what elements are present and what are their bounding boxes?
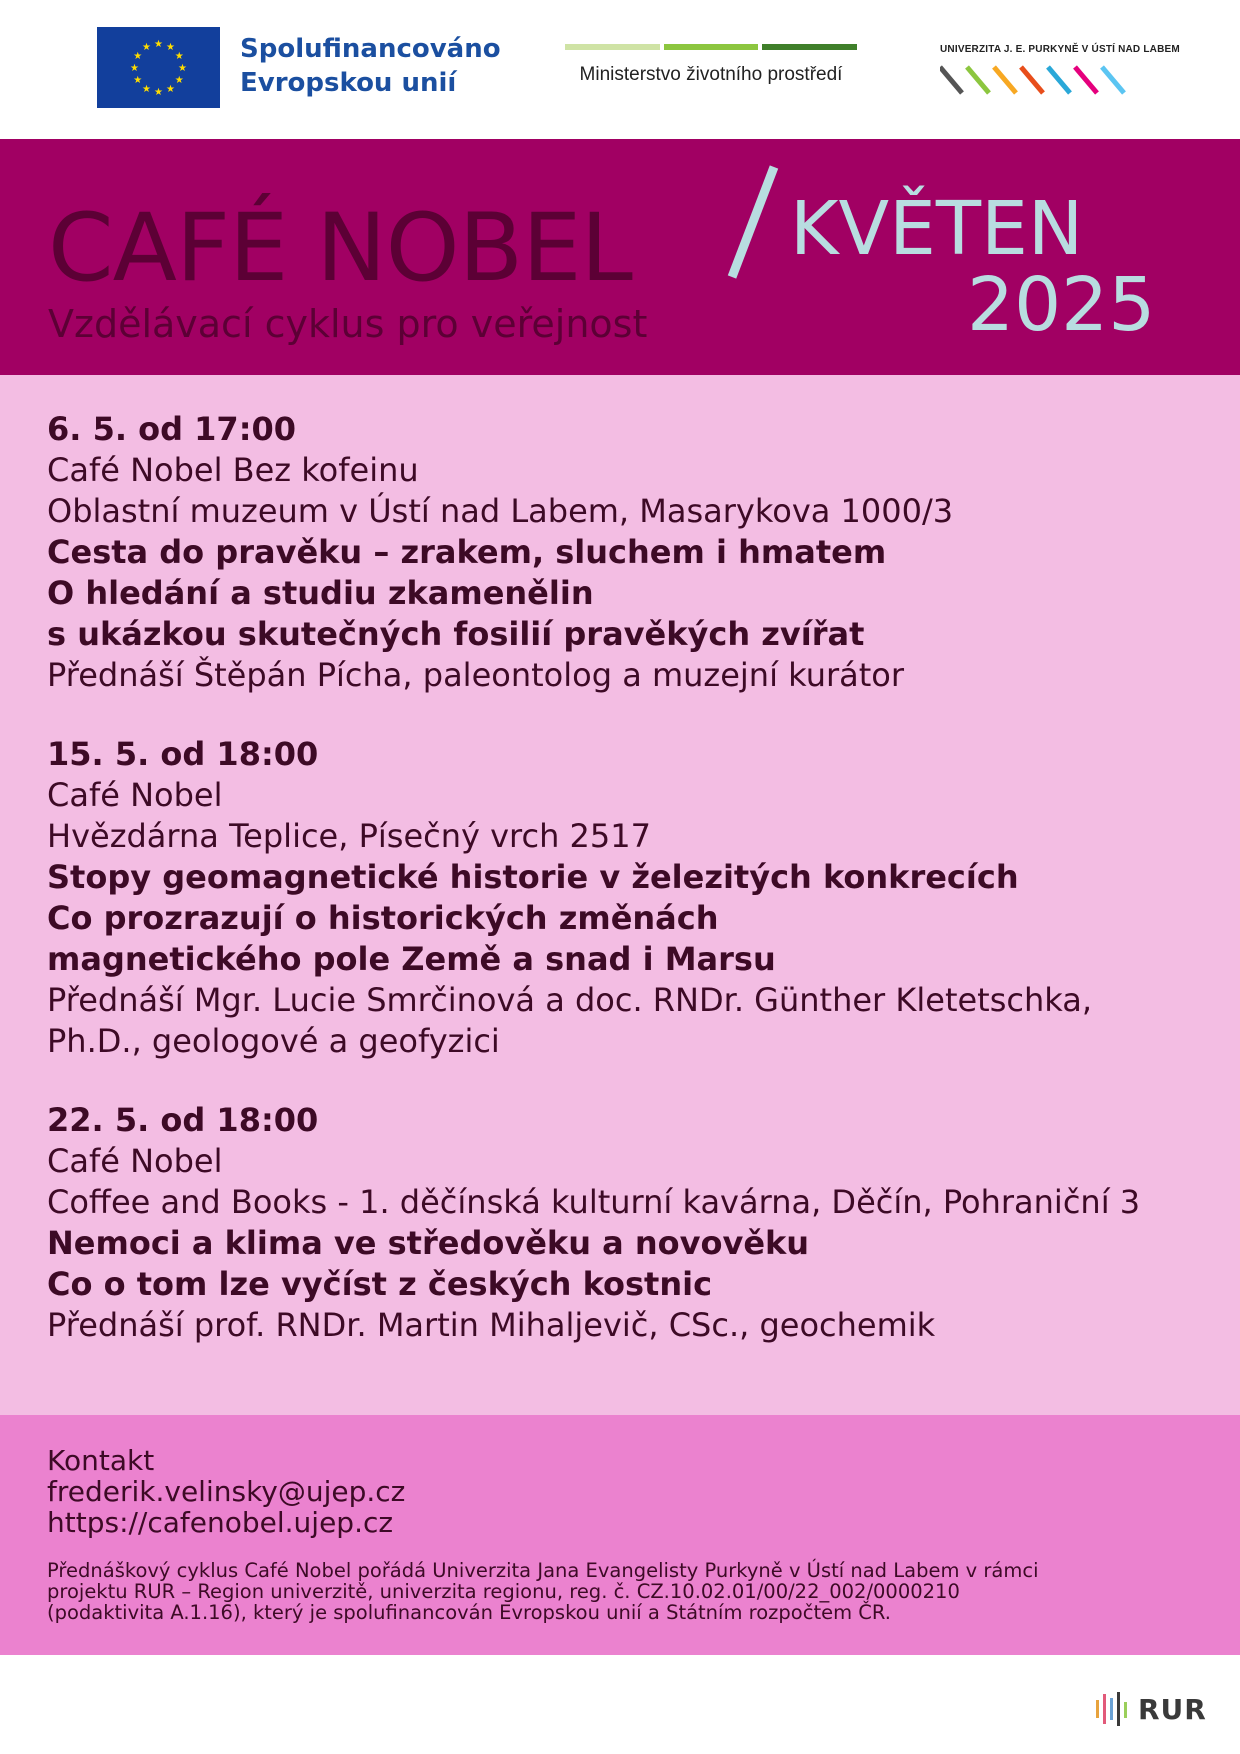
ministry-bars-icon	[565, 44, 857, 50]
event-date: 22. 5. od 18:00	[47, 1101, 319, 1139]
university-stripe	[994, 67, 1016, 93]
event-series: Café Nobel	[47, 776, 223, 814]
eu-flag-icon	[97, 27, 220, 108]
eu-star-icon: ★	[133, 75, 143, 86]
event-date: 15. 5. od 18:00	[47, 735, 319, 773]
logo-strip	[0, 0, 1240, 139]
event-series: Café Nobel	[47, 1142, 223, 1180]
university-stripe	[940, 67, 962, 93]
header-band	[0, 139, 1240, 375]
university-stripe	[1102, 67, 1124, 93]
event-date: 6. 5. od 17:00	[47, 410, 297, 448]
slash-icon	[722, 161, 782, 281]
eu-star-icon: ★	[154, 87, 163, 98]
events-list	[47, 409, 1227, 1384]
university-stripes-icon	[940, 63, 1150, 97]
university-name: UNIVERZITA J. E. PURKYNĚ V ÚSTÍ NAD LABEM	[940, 44, 1180, 55]
event-venue: Oblastní muzeum v Ústí nad Labem, Masarykova 1000/3	[47, 492, 954, 530]
eu-label-line: Spolufinancováno	[240, 34, 501, 64]
university-stripe	[1021, 67, 1043, 93]
eu-star-icon: ★	[166, 42, 175, 54]
month-label: KVĚTEN	[790, 186, 1084, 272]
funding-notice-line: Přednáškový cyklus Café Nobel pořádá Univerzita Jana Evangelisty Purkyně v Ústí nad Labem v rámci	[47, 1559, 1039, 1582]
event-venue: Coffee and Books - 1. děčínská kulturní kavárna, Děčín, Pohraniční 3	[47, 1183, 1141, 1221]
eu-star-icon: ★	[142, 42, 151, 54]
ministry-bar	[762, 44, 857, 50]
eu-cofinancing-label	[240, 32, 501, 100]
event-title-line: Nemoci a klima ve středověku a novověku	[47, 1224, 810, 1262]
ministry-bar	[565, 44, 660, 50]
university-stripe	[1075, 67, 1097, 93]
event-title-line: magnetického pole Země a snad i Marsu	[47, 940, 776, 978]
contact-block	[47, 1445, 405, 1538]
events-section	[0, 375, 1240, 1415]
event-block	[47, 734, 1227, 1062]
footer-section	[0, 1415, 1240, 1655]
eu-star-icon: ★	[166, 83, 175, 95]
funding-notice-line: (podaktivita A.1.16), který je spolufinancován Evropskou unií a Státním rozpočtem ČR.	[47, 1601, 891, 1624]
eu-star-icon: ★	[130, 63, 139, 74]
eu-star-icon: ★	[174, 75, 184, 86]
funding-notice-line: projektu RUR – Region univerzitě, univerzita regionu, reg. č. CZ.10.02.01/00/22_002/0000210	[47, 1580, 960, 1603]
university-logo	[940, 44, 1180, 97]
event-speaker-line: Přednáší Mgr. Lucie Smrčinová a doc. RNDr. Günther Kletetschka,	[47, 981, 1093, 1019]
ministry-bar	[664, 44, 759, 50]
eu-star-icon: ★	[178, 63, 187, 74]
ministry-name: Ministerstvo životního prostředí	[579, 64, 843, 85]
eu-star-icon: ★	[174, 51, 184, 62]
event-speaker-line: Přednáší Štěpán Pícha, paleontolog a muzejní kurátor	[47, 656, 905, 694]
contact-email-link[interactable]: frederik.velinsky@ujep.cz	[47, 1475, 406, 1508]
eu-star-icon: ★	[133, 51, 143, 62]
rur-logo	[1094, 1690, 1207, 1728]
event-title-line: s ukázkou skutečných fosilií pravěkých zvířat	[47, 615, 865, 653]
page-subtitle: Vzdělávací cyklus pro veřejnost	[48, 302, 648, 346]
ministry-logo	[565, 44, 857, 86]
year-label: 2025	[967, 262, 1156, 348]
eu-label-line: Evropskou unií	[240, 68, 457, 98]
eu-star-icon: ★	[154, 39, 163, 50]
event-speaker-line: Ph.D., geologové a geofyzici	[47, 1022, 500, 1060]
event-speaker-line: Přednáší prof. RNDr. Martin Mihaljevič, CSc., geochemik	[47, 1306, 936, 1344]
event-title-line: Stopy geomagnetické historie v železitých konkrecích	[47, 858, 1019, 896]
page-title: CAFÉ NOBEL	[48, 194, 632, 303]
event-title-line: O hledání a studiu zkamenělin	[47, 574, 594, 612]
event-block	[47, 409, 1227, 696]
event-title-line: Co o tom lze vyčíst z českých kostnic	[47, 1265, 713, 1303]
event-title-line: Cesta do pravěku – zrakem, sluchem i hmatem	[47, 533, 887, 571]
contact-label: Kontakt	[47, 1444, 155, 1477]
funding-notice	[47, 1560, 1207, 1623]
event-venue: Hvězdárna Teplice, Písečný vrch 2517	[47, 817, 651, 855]
event-block	[47, 1100, 1227, 1346]
university-stripe	[1048, 67, 1070, 93]
event-title-line: Co prozrazují o historických změnách	[47, 899, 719, 937]
eu-star-icon: ★	[142, 83, 151, 95]
contact-web-link[interactable]: https://cafenobel.ujep.cz	[47, 1506, 394, 1539]
rur-bars-icon	[1094, 1690, 1128, 1728]
rur-label: RUR	[1138, 1692, 1207, 1726]
event-series: Café Nobel Bez kofeinu	[47, 451, 419, 489]
university-stripe	[967, 67, 989, 93]
